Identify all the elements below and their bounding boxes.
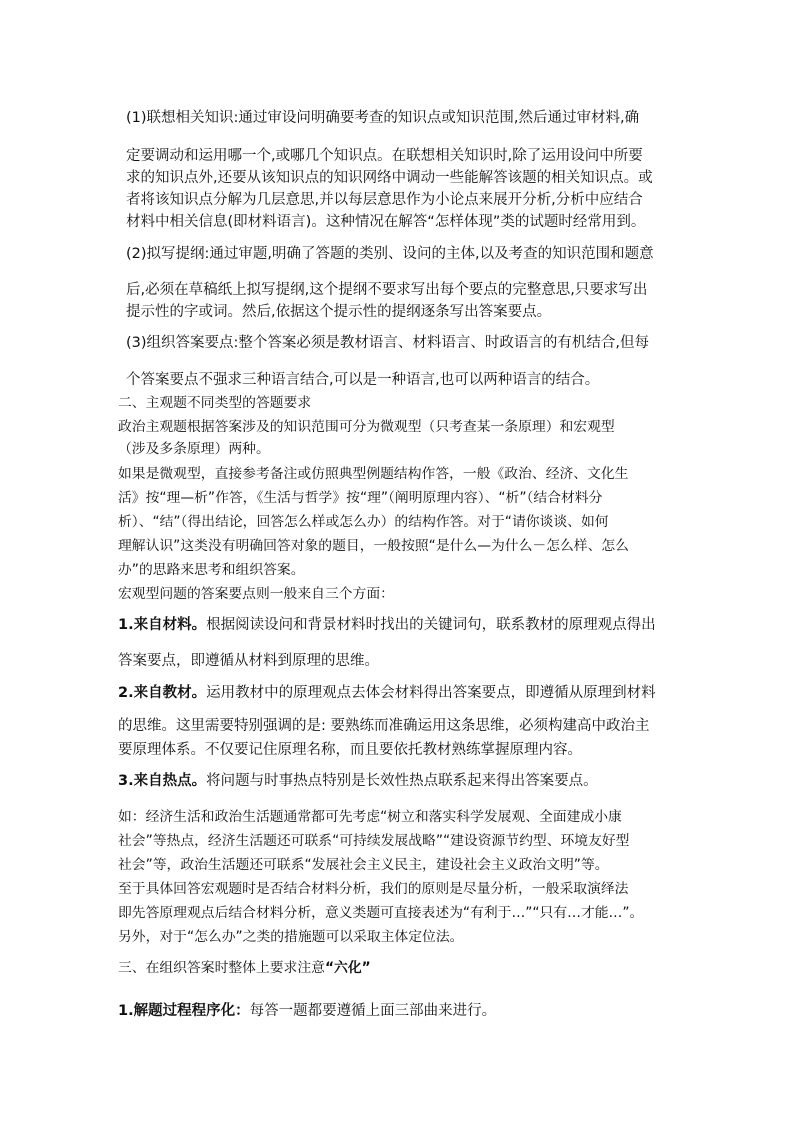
para-2-line-1: (2)拟写提纲:通过审题,明确了答题的类别、设问的主体,以及考查的知识范围和题意 xyxy=(126,246,654,262)
item-from-textbook xyxy=(118,683,656,703)
section-2-para-2-line-1: 如果是微观型，直接参考备注或仿照典型例题结构作答，一般《政治、经济、文化生 xyxy=(118,466,629,482)
item-procedural xyxy=(118,1001,496,1021)
item-from-textbook-line-2: 的思维。这里需要特别强调的是: 要熟练而准确运用这条思维，必须构建高中政治主 xyxy=(118,718,650,734)
item-from-hotspot xyxy=(118,771,598,791)
item-from-textbook-line-3: 要原理体系。不仅要记住原理名称，而且要依托教材熟练掌握原理内容。 xyxy=(118,742,582,758)
item-from-material xyxy=(118,615,656,635)
para-1-line-1: (1)联想相关知识:通过审设问明确要考查的知识点或知识范围,然后通过审材料,确 xyxy=(126,110,640,126)
item-from-material-text: 根据阅读设问和背景材料时找出的关键词句，联系教材的原理观点得出 xyxy=(206,617,656,633)
item-from-material-line-2: 答案要点，即遵循从材料到原理的思维。 xyxy=(118,653,379,669)
macro-method-line-3: 另外，对于“怎么办”之类的措施题可以采取主体定位法。 xyxy=(118,929,464,945)
section-2-para-1-line-1: 政治主观题根据答案涉及的知识范围可分为微观型（只考查某一条原理）和宏观型 xyxy=(118,419,615,435)
item-from-material-label: 1.来自材料。 xyxy=(118,617,207,633)
item-from-hotspot-text: 将问题与时事热点特别是长效性热点联系起来得出答案要点。 xyxy=(206,773,598,789)
item-procedural-label: 1.解题过程程序化： xyxy=(118,1003,250,1019)
para-2-line-2: 后,必须在草稿纸上拟写提纲,这个提纲不要求写出每个要点的完整意思,只要求写出 xyxy=(126,282,648,298)
example-line-3: 社会”等，政治生活题还可联系“发展社会主义民主，建设社会主义政治文明”等。 xyxy=(118,857,609,873)
section-3-heading-text: 三、在组织答案时整体上要求注意 xyxy=(118,960,325,976)
section-2-para-3: 宏观型问题的答案要点则一般来自三个方面： xyxy=(118,586,394,602)
para-2-line-3: 提示性的字或词。然后,依据这个提示性的提纲逐条写出答案要点。 xyxy=(126,304,552,320)
section-2-heading: 二、主观题不同类型的答题要求 xyxy=(118,395,312,411)
para-3-line-2: 个答案要点不强求三种语言结合,可以是一种语言,也可以两种语言的结合。 xyxy=(126,372,600,388)
item-procedural-text: 每答一题都要遵循上面三部曲来进行。 xyxy=(249,1003,497,1019)
section-2-para-2-line-4: 理解认识”这类没有明确回答对象的题目，一般按照“是什么—为什么－怎么样、怎么 xyxy=(118,538,629,554)
section-2-para-2-line-3: 析）、“结”（得出结论，回答怎么样或怎么办）的结构作答。对于“请你谈谈、如何 xyxy=(118,514,609,530)
section-3-heading-emphasis: “六化” xyxy=(324,960,371,976)
para-1-line-4: 者将该知识点分解为几层意思,并以每层意思作为小论点来展开分析,分析中应结合 xyxy=(126,192,643,208)
para-1-line-3: 求的知识点外,还要从该知识点的知识网络中调动一些能解答该题的相关知识点。或 xyxy=(126,170,653,186)
item-from-textbook-text: 运用教材中的原理观点去体会材料得出答案要点，即遵循从原理到材料 xyxy=(206,685,656,701)
section-2-para-2-line-2: 活》按“理—析”作答，《生活与哲学》按“理”（阐明原理内容）、“析”（结合材料分 xyxy=(118,490,603,506)
para-1-line-2: 定要调动和运用哪一个,或哪几个知识点。在联想相关知识时,除了运用设问中所要 xyxy=(126,148,643,164)
para-1-line-5: 材料中相关信息(即材料语言)。这种情况在解答“怎样体现”类的试题时经常用到。 xyxy=(126,214,646,230)
section-2-para-2-line-5: 办”的思路来思考和组织答案。 xyxy=(118,562,305,578)
section-2-para-1-line-2: （涉及多条原理）两种。 xyxy=(118,441,270,457)
item-from-textbook-label: 2.来自教材。 xyxy=(118,685,207,701)
macro-method-line-2: 即先答原理观点后结合材料分析，意义类题可直接表述为“有利于…”“只有…才能…”。 xyxy=(118,905,644,921)
para-3-line-1: (3)组织答案要点:整个答案必须是教材语言、材料语言、时政语言的有机结合,但每 xyxy=(126,335,650,351)
example-line-1: 如：经济生活和政治生活题通常都可先考虑“树立和落实科学发展观、全面建成小康 xyxy=(118,809,622,825)
item-from-hotspot-label: 3.来自热点。 xyxy=(118,773,207,789)
macro-method-line-1: 至于具体回答宏观题时是否结合材料分析，我们的原则是尽量分析，一般采取演绎法 xyxy=(118,881,629,897)
section-3-heading xyxy=(118,958,371,978)
example-line-2: 社会”等热点，经济生活题还可联系“可持续发展战略”“建设资源节约型、环境友好型 xyxy=(118,833,630,849)
